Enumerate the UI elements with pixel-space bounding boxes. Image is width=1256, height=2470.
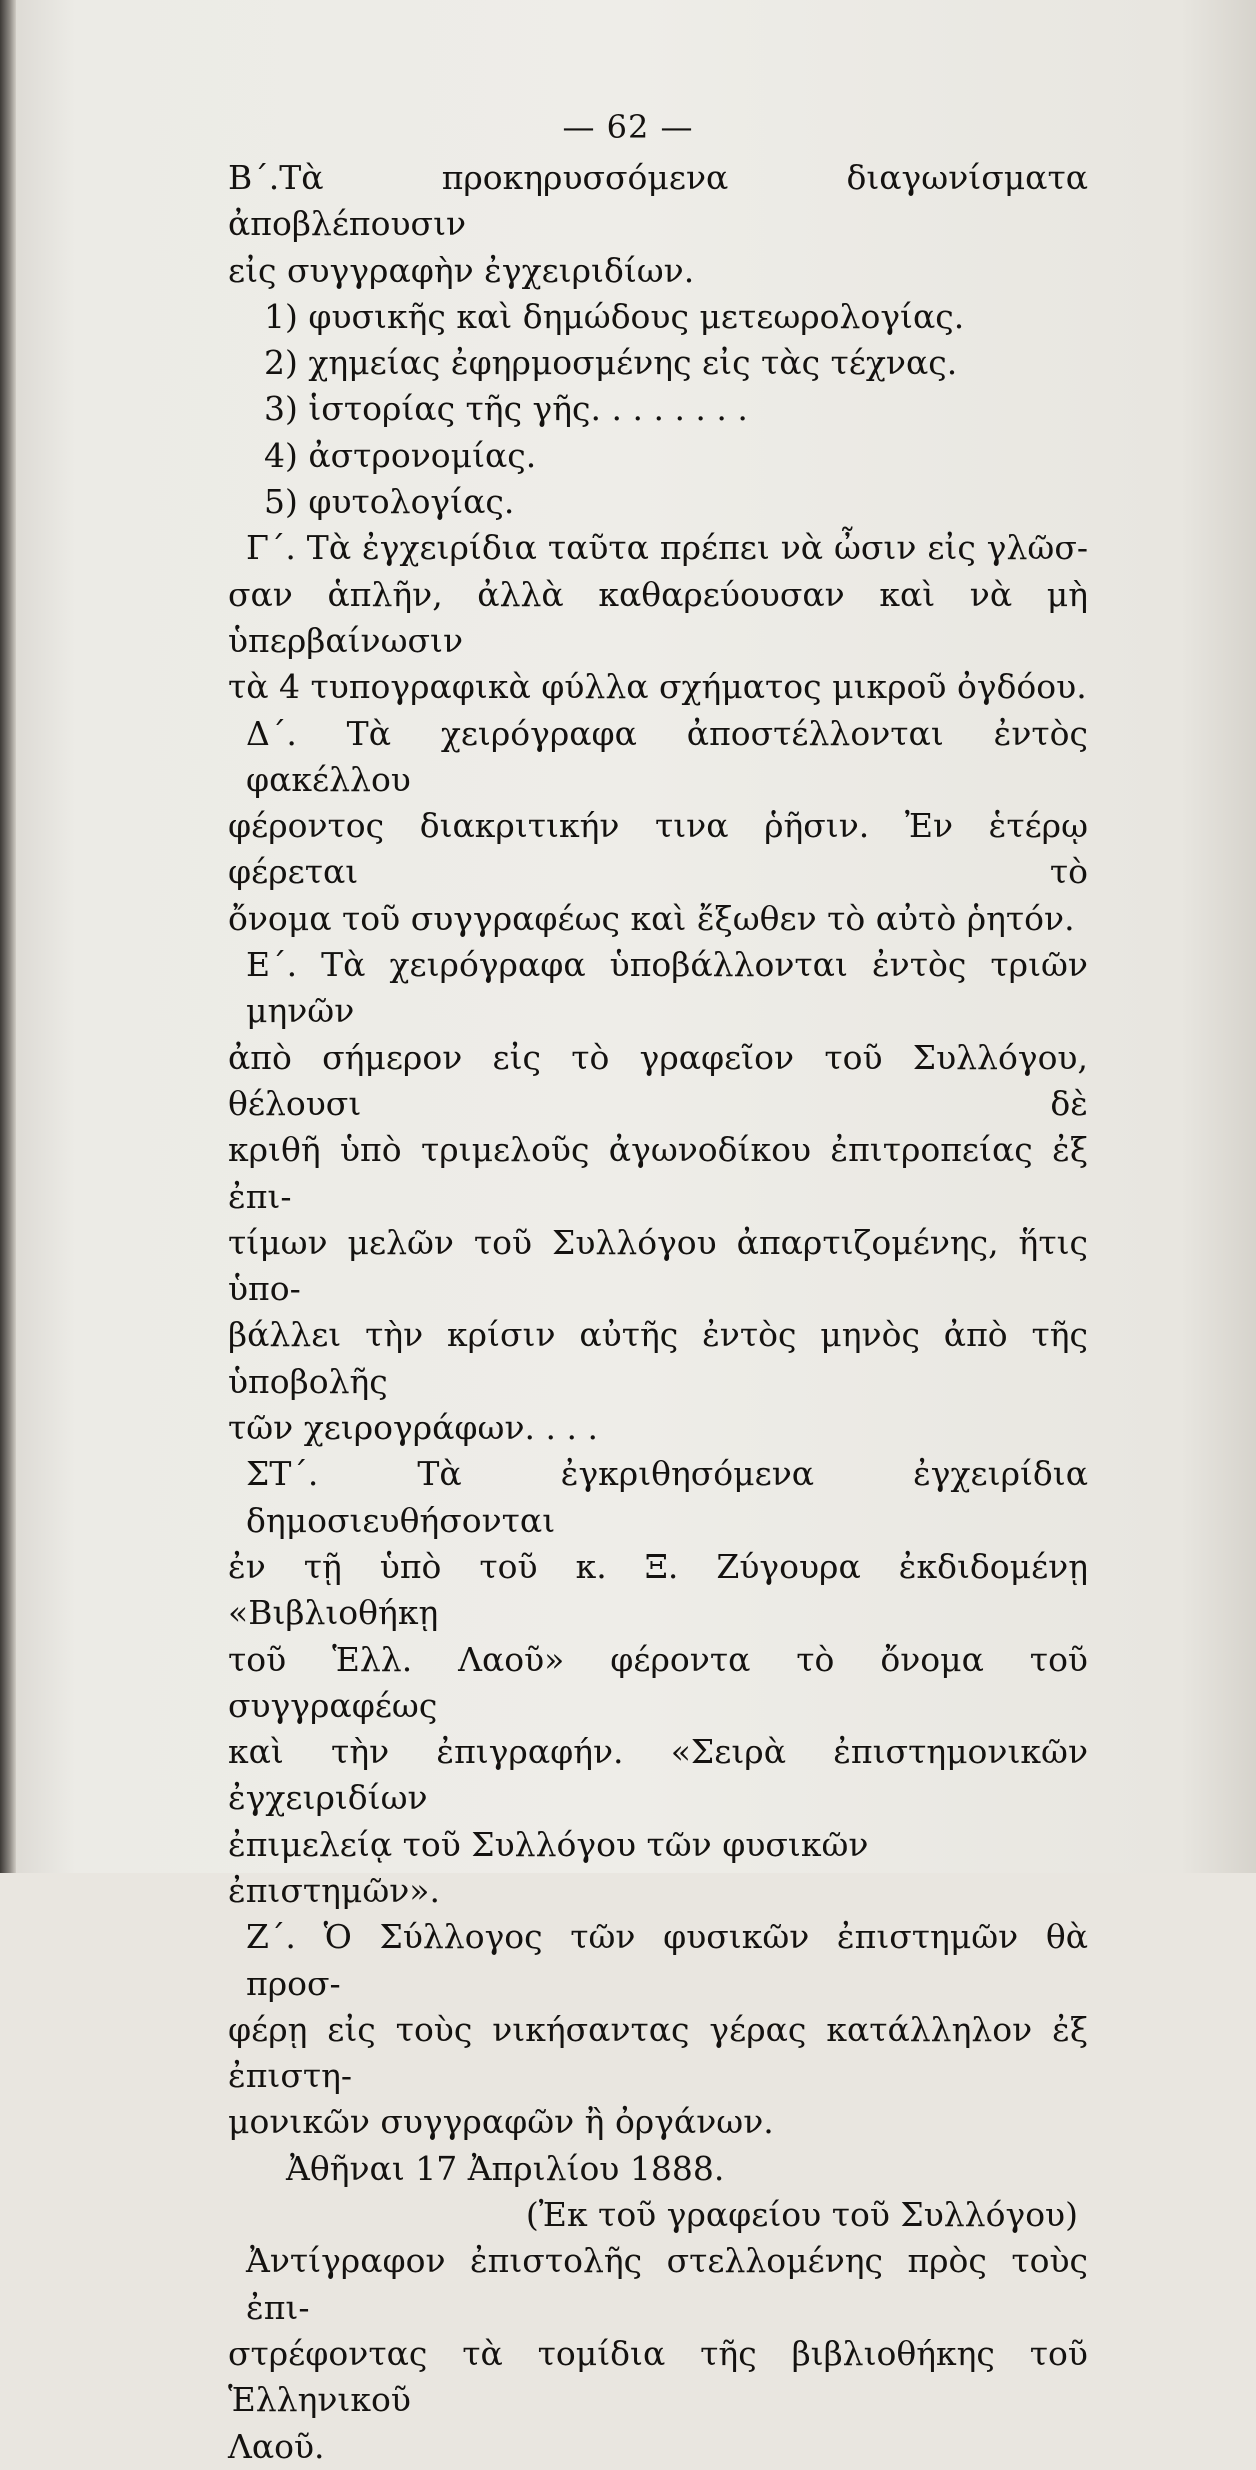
text-line: κριθῆ ὑπὸ τριμελοῦς ἀγωνοδίκου ἐπιτροπείας ἐξ ἐπι-: [228, 1130, 1088, 1216]
text-line: Δ΄. Τὰ χειρόγραφα ἀποστέλλονται ἐντὸς φακέλλου: [246, 713, 1088, 799]
date-line: Ἀθῆναι 17 Ἀπριλίου 1888.: [286, 2148, 725, 2188]
text-line: Β΄.Τὰ προκηρυσσόμενα διαγωνίσματα ἀποβλέπουσιν: [228, 158, 1088, 244]
text-line: Ε΄. Τὰ χειρόγραφα ὑποβάλλονται ἐντὸς τριῶν μηνῶν: [246, 945, 1088, 1031]
text-line: Ζ΄. Ὁ Σύλλογος τῶν φυσικῶν ἐπιστημῶν θὰ προσ-: [246, 1917, 1088, 2003]
text-line: τοῦ Ἑλλ. Λαοῦ» φέροντα τὸ ὄνομα τοῦ συγγραφέως: [228, 1639, 1088, 1725]
page-binding-shadow: [0, 0, 16, 1873]
text-line: καὶ τὴν ἐπιγραφήν. «Σειρὰ ἐπιστημονικῶν ἐγχειριδίων: [228, 1732, 1088, 1818]
text-line: Γ΄. Τὰ ἐγχειρίδια ταῦτα πρέπει νὰ ὦσιν εἰς γλῶσ-: [246, 528, 1088, 568]
text-line: ἀπὸ σήμερον εἰς τὸ γραφεῖον τοῦ Συλλόγου, θέλουσι δὲ: [228, 1037, 1088, 1123]
text-line: φέροντος διακριτικήν τινα ῥῆσιν. Ἐν ἑτέρῳ φέρεται τὸ: [228, 806, 1088, 892]
text-line: εἰς συγγραφὴν ἐγχειριδίων.: [228, 250, 695, 290]
text-line: ΣΤ΄. Τὰ ἐγκριθησόμενα ἐγχειρίδια δημοσιευθήσονται: [246, 1454, 1088, 1540]
text-line: ἐν τῇ ὑπὸ τοῦ κ. Ξ. Ζύγουρα ἐκδιδομένῃ «Βιβλιοθήκῃ: [228, 1546, 1088, 1633]
list-item: 4) ἀστρονομίας.: [264, 435, 537, 475]
source-note: (Ἐκ τοῦ γραφείου τοῦ Συλλόγου): [525, 2195, 1078, 2235]
page-body: [228, 155, 1088, 2470]
text-line: Λαοῦ.: [228, 2426, 325, 2466]
text-line: τίμων μελῶν τοῦ Συλλόγου ἀπαρτιζομένης, ἥτις ὑπο-: [228, 1222, 1088, 1309]
list-item: 3) ἱστορίας τῆς γῆς. . . . . . . .: [264, 389, 748, 429]
text-line: φέρῃ εἰς τοὺς νικήσαντας γέρας κατάλληλον ἐξ ἐπιστη-: [228, 2009, 1088, 2096]
text-line: ἐπιμελείᾳ τοῦ Συλλόγου τῶν φυσικῶν ἐπιστημῶν».: [228, 1824, 869, 1910]
list-item: 2) χημείας ἐφηρμοσμένης εἰς τὰς τέχνας.: [264, 343, 958, 383]
text-line: τῶν χειρογράφων. . . .: [228, 1408, 598, 1448]
text-line: βάλλει τὴν κρίσιν αὐτῆς ἐντὸς μηνὸς ἀπὸ τῆς ὑποβολῆς: [228, 1315, 1088, 1401]
text-line: στρέφοντας τὰ τομίδια τῆς βιβλιοθήκης τοῦ Ἑλληνικοῦ: [228, 2333, 1088, 2420]
list-item: 5) φυτολογίας.: [264, 482, 515, 522]
text-line: σαν ἁπλῆν, ἀλλὰ καθαρεύουσαν καὶ νὰ μὴ ὑπερβαίνωσιν: [228, 574, 1088, 660]
text-line: τὰ 4 τυπογραφικὰ φύλλα σχήματος μικροῦ ὀγδόου.: [228, 667, 1087, 707]
list-item: 1) φυσικῆς καὶ δημώδους μετεωρολογίας.: [264, 296, 965, 336]
text-line: Ἀντίγραφον ἐπιστολῆς στελλομένης πρὸς τοὺς ἐπι-: [246, 2241, 1088, 2327]
page-number: — 62 —: [562, 108, 694, 146]
text-line: μονικῶν συγγραφῶν ἢ ὀργάνων.: [228, 2102, 774, 2142]
text-line: ὄνομα τοῦ συγγραφέως καὶ ἔξωθεν τὸ αὐτὸ ῥητόν.: [228, 898, 1075, 938]
